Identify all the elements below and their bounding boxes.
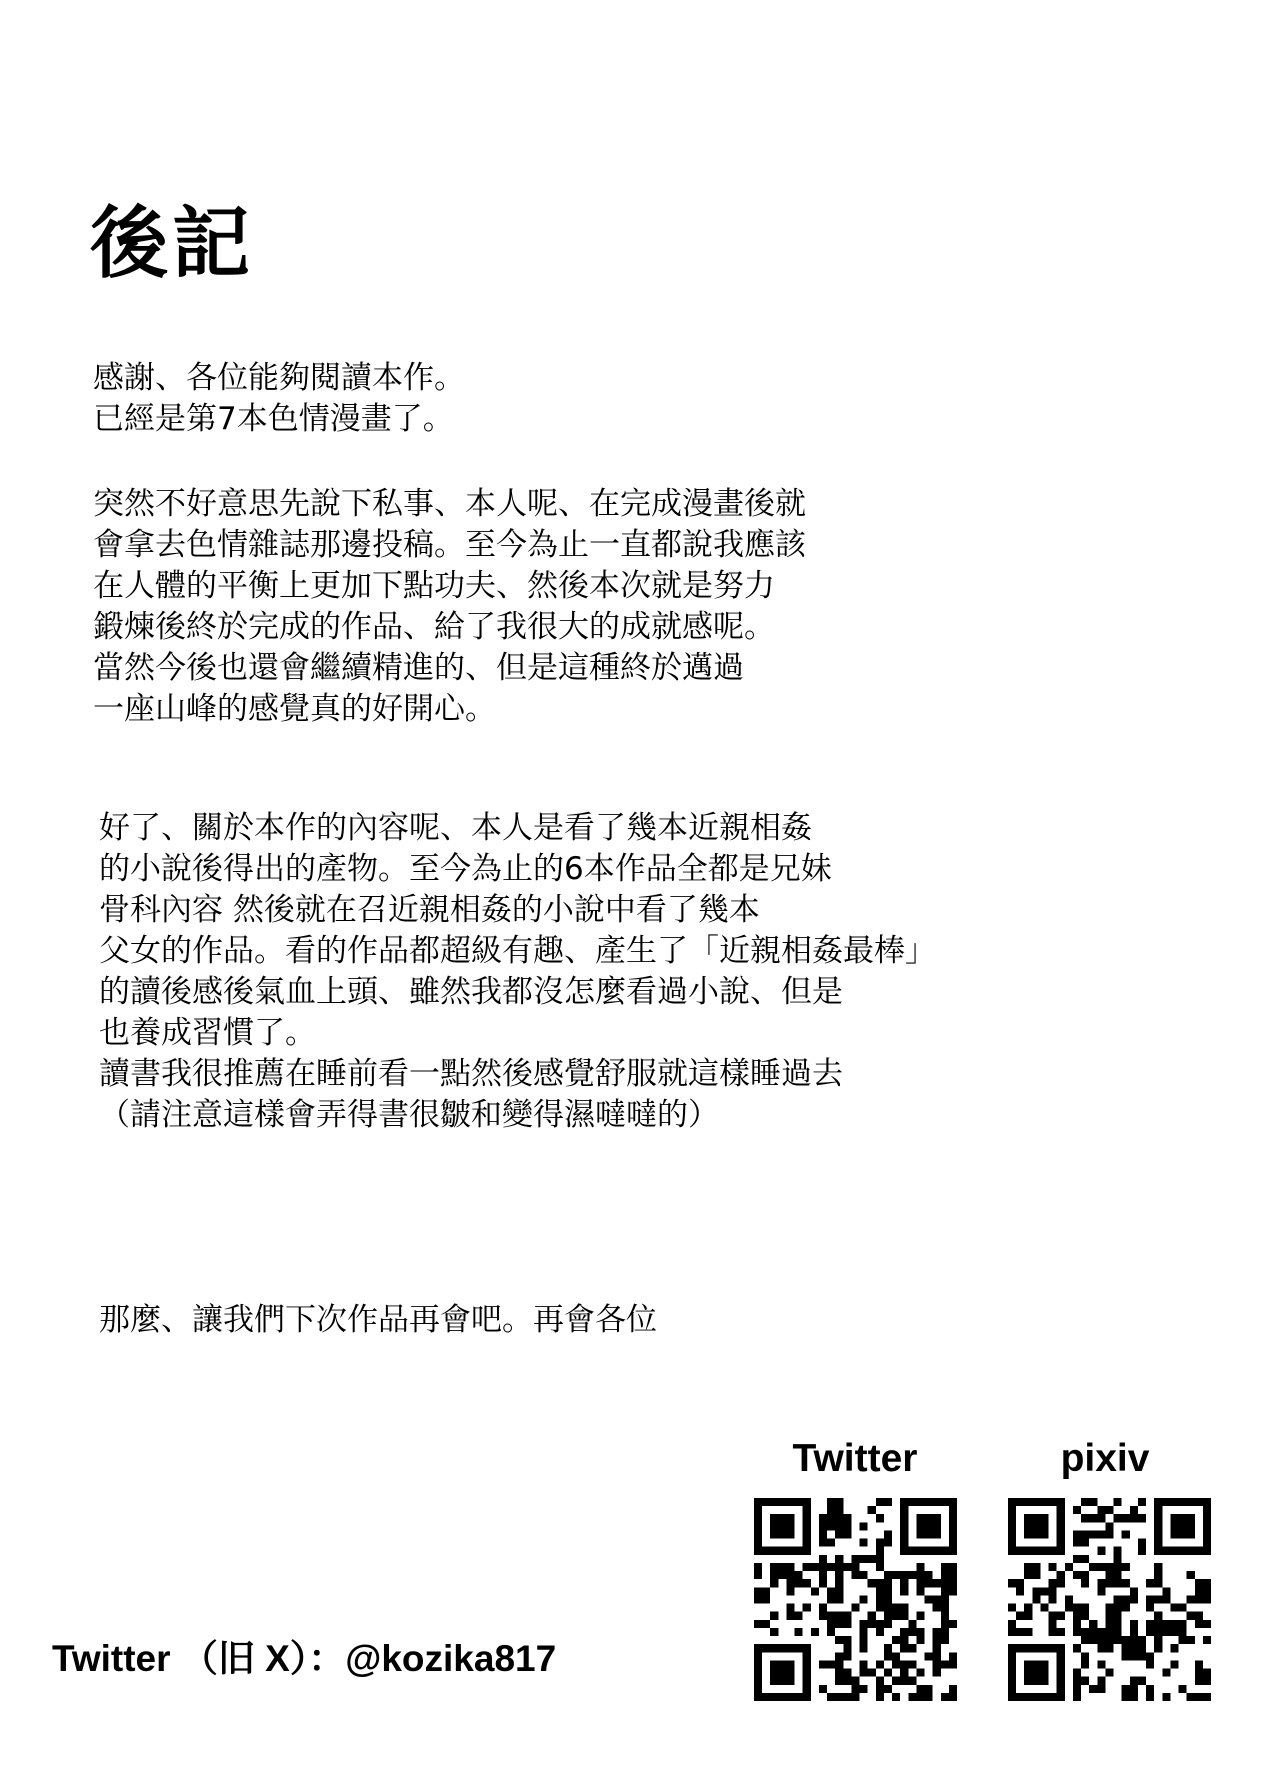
text-line: 讀書我很推薦在睡前看一點然後感覺舒服就這樣睡過去: [99, 1056, 843, 1092]
twitter-qr-label: Twitter: [792, 1437, 918, 1480]
text-line: （請注意這樣會弄得書很皺和變得濕噠噠的）: [99, 1097, 719, 1133]
paragraph-farewell: [99, 1300, 657, 1341]
text-line: 也養成習慣了。: [99, 1015, 316, 1051]
pixiv-qr-code[interactable]: [1008, 1498, 1211, 1701]
twitter-handle[interactable]: Twitter （旧 X）：@kozika817: [52, 1638, 557, 1679]
text-line: 突然不好意思先說下私事、本人呢、在完成漫畫後就: [93, 486, 806, 522]
page-title: 後記: [90, 199, 255, 289]
paragraph-about-work: [99, 808, 936, 1136]
text-line: 在人體的平衡上更加下點功夫、然後本次就是努力: [93, 568, 775, 604]
text-line: 骨科內容 然後就在召近親相姦的小說中看了幾本: [99, 892, 760, 928]
text-line: 一座山峰的感覺真的好開心。: [93, 691, 496, 727]
paragraph-personal-note: [93, 484, 806, 730]
text-line: 鍛煉後終於完成的作品、給了我很大的成就感呢。: [93, 609, 775, 645]
text-line: 好了、關於本作的內容呢、本人是看了幾本近親相姦: [99, 810, 812, 846]
text-line: 已經是第7本色情漫畫了。: [93, 401, 454, 437]
pixiv-qr-label: pixiv: [1060, 1437, 1150, 1480]
text-line: 會拿去色情雜誌那邊投稿。至今為止一直都說我應該: [93, 527, 806, 563]
text-line: 父女的作品。看的作品都超級有趣、產生了「近親相姦最棒」: [99, 933, 936, 969]
text-line: 那麼、讓我們下次作品再會吧。再會各位: [99, 1302, 657, 1338]
text-line: 的讀後感後氣血上頭、雖然我都沒怎麼看過小說、但是: [99, 974, 843, 1010]
paragraph-thanks: [93, 358, 465, 440]
twitter-qr-code[interactable]: [754, 1498, 957, 1701]
text-line: 的小說後得出的產物。至今為止的6本作品全都是兄妹: [99, 851, 832, 887]
text-line: 感謝、各位能夠閱讀本作。: [93, 360, 465, 396]
text-line: 當然今後也還會繼續精進的、但是這種終於邁過: [93, 650, 744, 686]
